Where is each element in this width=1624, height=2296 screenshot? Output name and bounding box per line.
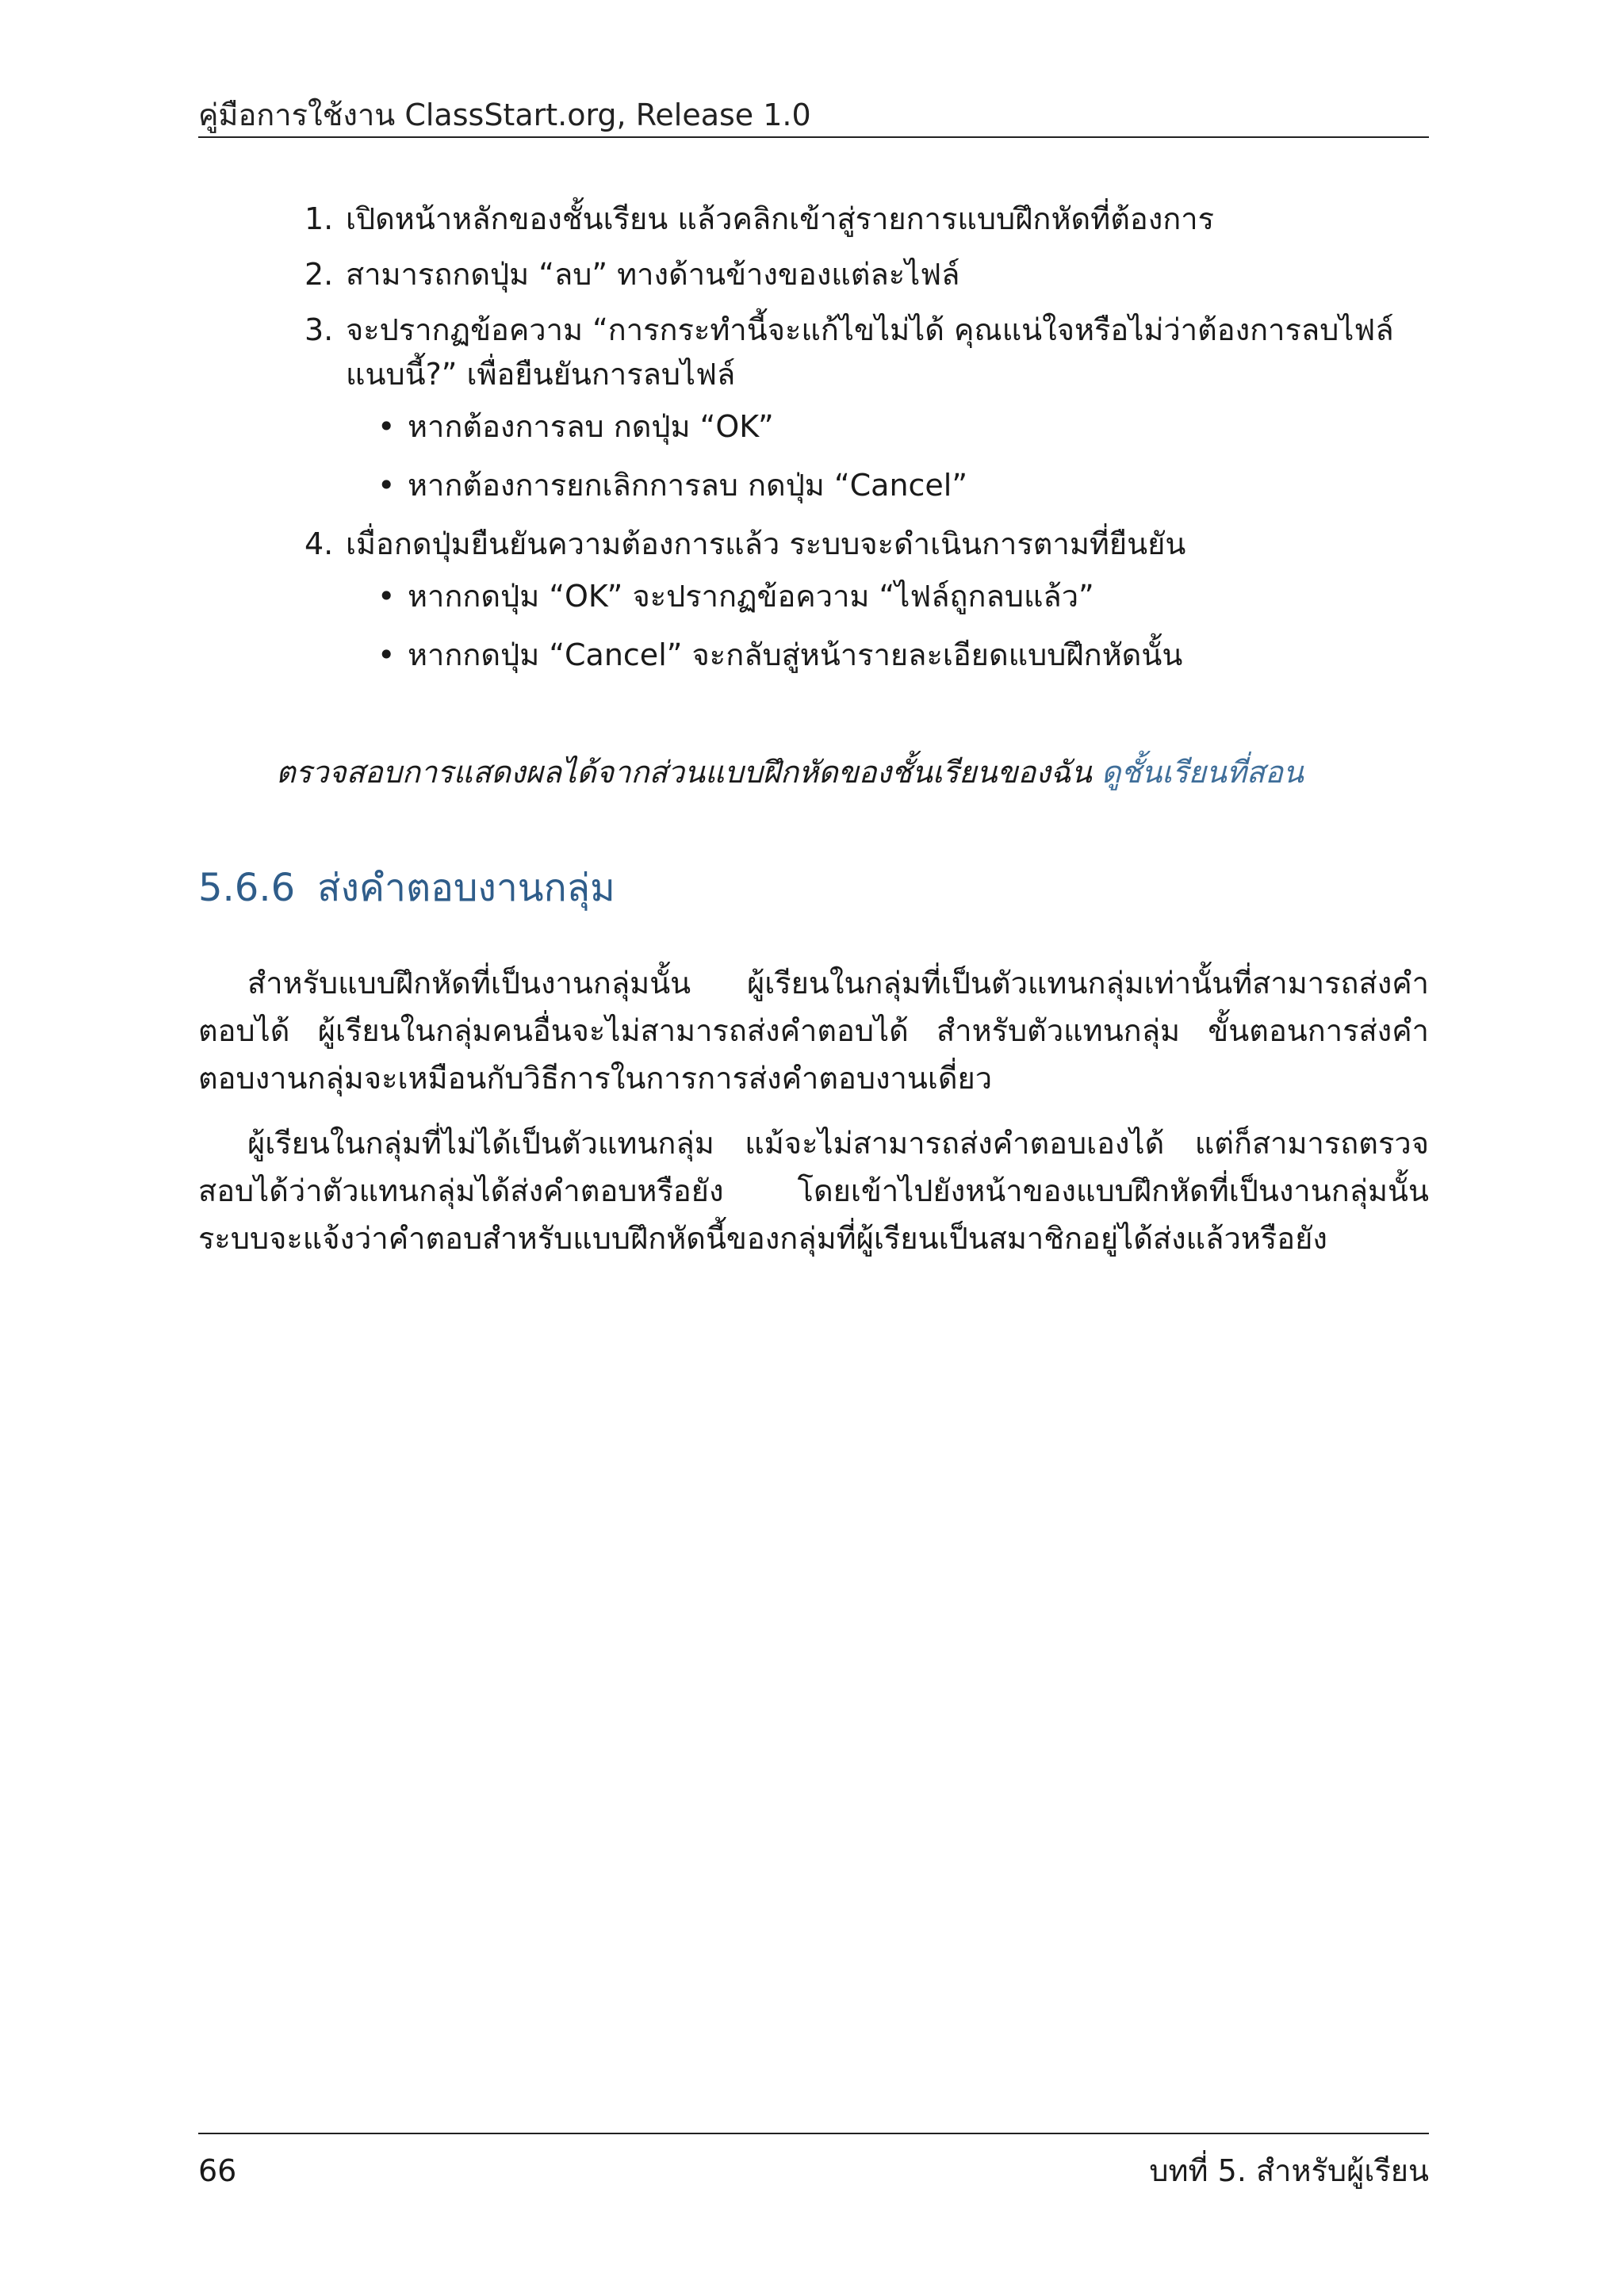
bullet-icon: •	[377, 468, 396, 503]
step-text: เปิดหน้าหลักของชั้นเรียน แล้วคลิกเข้าสู่รายการแบบฝึกหัดที่ต้องการ	[346, 201, 1215, 236]
bullet-text: หากต้องการลบ กดปุ่ม “OK”	[408, 409, 774, 444]
step-number: 1.	[304, 201, 334, 236]
step-text: สามารถกดปุ่ม “ลบ” ทางด้านข้างของแต่ละไฟล์	[346, 257, 960, 292]
running-header: คู่มือการใช้งาน ClassStart.org, Release 1.0	[198, 98, 811, 132]
bullet-list	[346, 574, 1415, 677]
step-text: จะปรากฏข้อความ “การกระทำนี้จะแก้ไขไม่ได้ คุณแน่ใจหรือไม่ว่าต้องการลบไฟล์แนบนี้?” เพื่อยืนยันการลบไฟล์	[346, 312, 1394, 392]
note-line	[276, 750, 1426, 794]
bullet-item	[346, 633, 1415, 677]
page-number: 66	[198, 2153, 237, 2188]
section-number: 5.6.6	[198, 866, 296, 910]
bullet-text: หากกดปุ่ม “OK” จะปรากฏข้อความ “ไฟล์ถูกลบแล้ว”	[408, 579, 1094, 614]
step-number: 4.	[304, 526, 334, 561]
section-heading	[198, 861, 615, 915]
section-title: ส่งคำตอบงานกลุ่ม	[317, 866, 615, 910]
header-rule	[198, 136, 1429, 138]
bullet-text: หากต้องการยกเลิกการลบ กดปุ่ม “Cancel”	[408, 468, 968, 503]
bullet-item	[346, 574, 1415, 618]
step-item	[304, 252, 1415, 297]
step-item	[304, 522, 1415, 677]
body-paragraph: ผู้เรียนในกลุ่มที่ไม่ได้เป็นตัวแทนกลุ่ม แม้จะไม่สามารถส่งคำตอบเองได้ แต่ก็สามารถตรวจสอบได้ว่าตัวแทนกลุ่มได้ส่งคำตอบหรือยัง โดยเข้าไปยังหน้าของแบบฝึกหัดที่เป็นงานกลุ่มนั้น ระบบจะแจ้งว่าคำตอบสำหรับแบบฝึกหัดนี้ของกลุ่มที่ผู้เรียนเป็นสมาชิกอยู่ได้ส่งแล้วหรือยัง	[198, 1126, 1429, 1256]
step-number: 2.	[304, 257, 334, 292]
bullet-icon: •	[377, 409, 396, 444]
footer-rule	[198, 2133, 1429, 2134]
bullet-list	[346, 404, 1415, 507]
step-item	[304, 197, 1415, 241]
bullet-item	[346, 463, 1415, 507]
note-text: ตรวจสอบการแสดงผลได้จากส่วนแบบฝึกหัดของชั้นเรียนของฉัน	[276, 755, 1092, 790]
body-paragraph: สำหรับแบบฝึกหัดที่เป็นงานกลุ่มนั้น ผู้เรียนในกลุ่มที่เป็นตัวแทนกลุ่มเท่านั้นที่สามารถส่งคำตอบได้ ผู้เรียนในกลุ่มคนอื่นจะไม่สามารถส่งคำตอบได้ สำหรับตัวแทนกลุ่ม ขั้นตอนการส่งคำตอบงานกลุ่มจะเหมือนกับวิธีการในการการส่งคำตอบงานเดี่ยว	[198, 966, 1429, 1096]
bullet-icon: •	[377, 637, 396, 672]
chapter-label: บทที่ 5. สำหรับผู้เรียน	[1149, 2153, 1429, 2188]
step-item	[304, 308, 1415, 507]
step-number: 3.	[304, 312, 334, 347]
bullet-icon: •	[377, 579, 396, 614]
steps-list	[304, 197, 1415, 691]
step-text: เมื่อกดปุ่มยืนยันความต้องการแล้ว ระบบจะดำเนินการตามที่ยืนยัน	[346, 526, 1186, 561]
bullet-item	[346, 404, 1415, 449]
bullet-text: หากกดปุ่ม “Cancel” จะกลับสู่หน้ารายละเอียดแบบฝึกหัดนั้น	[408, 637, 1183, 672]
teaching-classes-link[interactable]: ดูชั้นเรียนที่สอน	[1101, 755, 1304, 790]
